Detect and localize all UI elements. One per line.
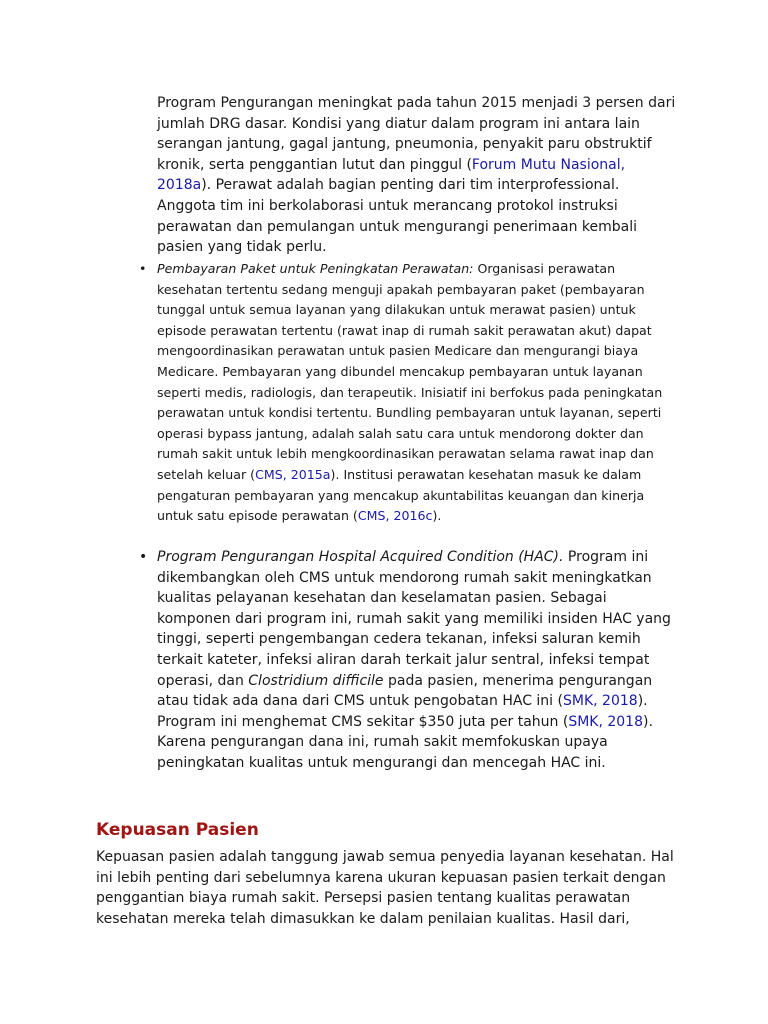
bullet-title: Program Pengurangan Hospital Acquired Condition (HAC). — [157, 549, 564, 565]
bullet-text: ). Program ini menghemat CMS sekitar $350 juta per tahun ( — [157, 693, 648, 730]
section-paragraph: Kepuasan pasien adalah tanggung jawab semua penyedia layanan kesehatan. Hal ini lebih penting dari sebelumnya karena ukuran kepuasan pasien terkait dengan penggantian biaya rumah sakit. Persepsi pasien tentang kualitas perawatan kesehatan mereka telah dimasukkan ke dalam penilaian kualitas. Hasil dari, — [96, 849, 674, 927]
citation-link[interactable]: SMK, 2018 — [563, 693, 638, 710]
citation-link[interactable]: SMK, 2018 — [568, 713, 643, 730]
citation-link[interactable]: CMS, 2016c — [357, 508, 433, 524]
organism-name: Clostridium difficile — [248, 672, 384, 689]
bullet-text: Program ini dikembangkan oleh CMS untuk mendorong rumah sakit meningkatkan kualitas pelayanan kesehatan dan keselamatan pasien. Sebagai komponen dari program ini, rumah sakit yang memiliki insiden HAC yang tinggi, seperti pengembangan cedera tekanan, infeksi saluran kemih terkait kateter, infeksi aliran darah terkait jalur sentral, infeksi tempat operasi, dan — [157, 549, 671, 689]
bullet-dot-icon: • — [139, 261, 147, 276]
citation-link[interactable]: Forum Mutu Nasional, 2018a — [157, 156, 626, 194]
bullet-text: ). Institusi perawatan kesehatan masuk ke dalam pengaturan pembayaran yang mencakup akuntabilitas keuangan dan kinerja untuk satu episode perawatan ( — [157, 466, 645, 524]
bullet-hac-program — [139, 547, 677, 774]
bullet-text: Organisasi perawatan kesehatan tertentu sedang menguji apakah pembayaran paket (pembayaran tunggal untuk semua layanan yang dilakukan untuk merawat pasien) untuk episode perawatan tertentu (rawat inap di rumah sakit perawatan akut) dapat mengoordinasikan perawatan untuk pasien Medicare dan mengurangi biaya Medicare. Pembayaran yang dibundel mencakup pembayaran untuk layanan seperti medis, radiologis, dan terapeutik. Inisiatif ini berfokus pada peningkatan perawatan untuk kondisi tertentu. Bundling pembayaran untuk layanan, seperti operasi bypass jantung, adalah salah satu cara untuk mendorong dokter dan rumah sakit untuk lebih mengkoordinasikan perawatan selama rawat inap dan setelah keluar ( — [157, 261, 663, 482]
citation-link[interactable]: CMS, 2015a — [255, 466, 331, 482]
intro-text-cont: ). Perawat adalah bagian penting dari tim interprofessional. Anggota tim ini berkolaborasi untuk merancang protokol instruksi perawatan dan pemulangan untuk mengurangi penerimaan kembali pasien yang tidak perlu. — [157, 177, 638, 256]
bullet-text: ). — [432, 508, 442, 524]
bullet-text: pada pasien, menerima pengurangan atau tidak ada dana dari CMS untuk pengobatan HAC ini ( — [157, 672, 653, 710]
bullet-title: Pembayaran Paket untuk Peningkatan Perawatan: — [157, 261, 474, 276]
intro-text: Program Pengurangan meningkat pada tahun 2015 menjadi 3 persen dari jumlah DRG dasar. Kondisi yang diatur dalam program ini antara lain serangan jantung, gagal jantung, pneumonia, penyakit paru obstruktif kronik, serta penggantian lutut dan pinggul ( — [157, 95, 676, 173]
bullet-text: ). Karena pengurangan dana ini, rumah sakit memfokuskan upaya peningkatan kualitas untuk mengurangi dan mencegah HAC ini. — [157, 713, 653, 771]
section-heading: Kepuasan Pasien — [96, 820, 259, 840]
bullet-bundled-payments — [139, 259, 667, 527]
bullet-dot-icon: • — [139, 549, 148, 565]
intro-paragraph — [157, 93, 677, 258]
